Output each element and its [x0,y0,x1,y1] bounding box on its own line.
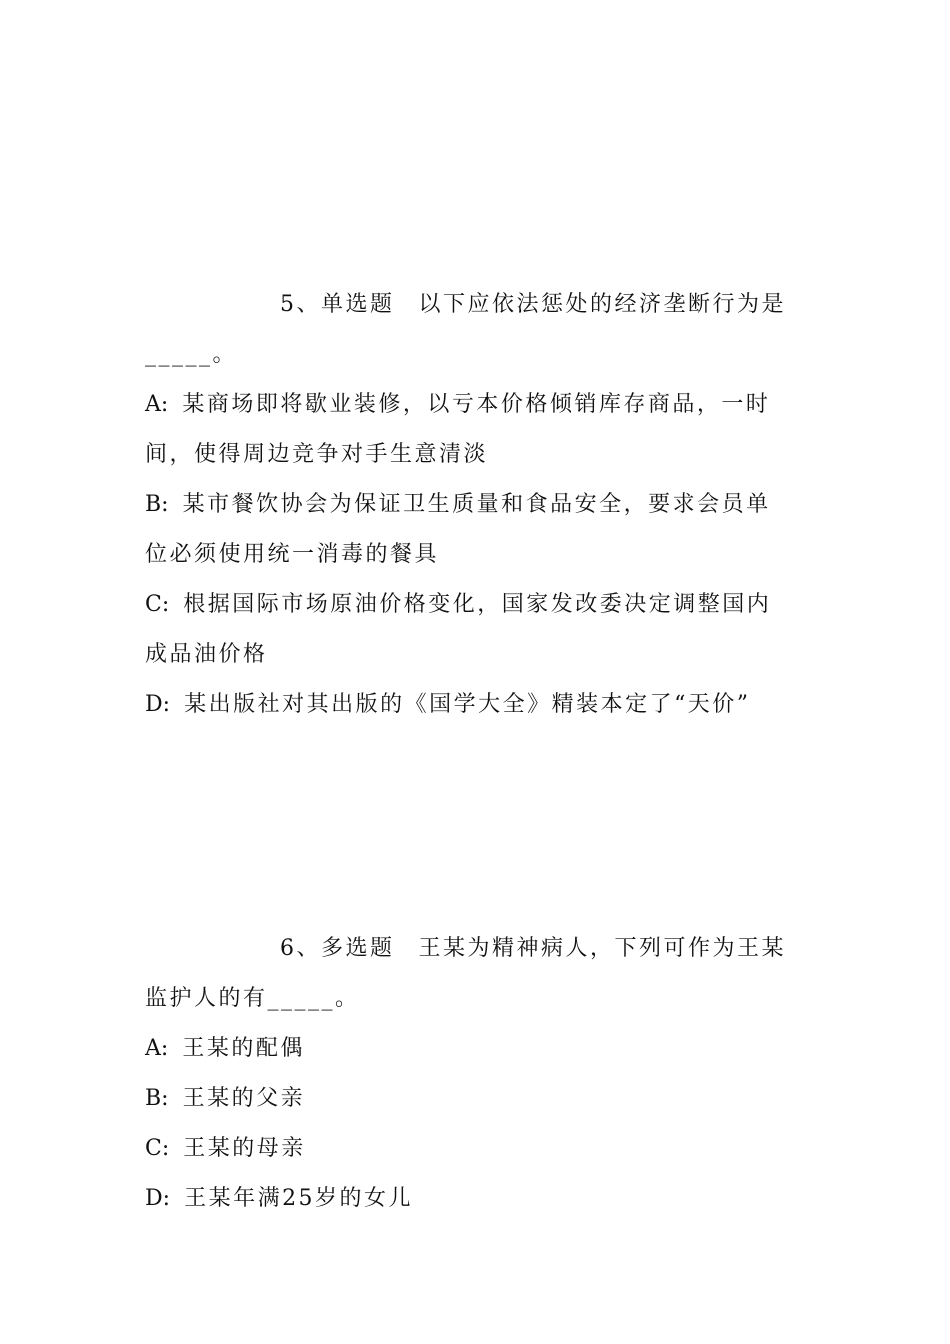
option-d [145,1174,807,1224]
question-number-type: 6、多选题 [280,936,395,961]
option-c [145,580,807,680]
option-label: A: [145,1036,169,1061]
question-6 [145,924,807,1224]
option-label: A: [145,392,169,417]
option-label: B: [145,492,169,517]
option-label: C: [145,592,170,617]
option-label: D: [145,692,171,717]
option-d [145,680,807,730]
question-5 [145,280,807,730]
option-text-continued: 位必须使用统一消毒的餐具 [145,542,440,567]
question-stem-line-2: 监护人的有_____。 [145,986,360,1011]
option-text: 王某的母亲 [183,1136,306,1161]
option-text: 王某的父亲 [182,1086,306,1111]
question-stem-text: 以下应依法惩处的经济垄断行为是 [418,292,787,317]
option-text: 某出版社对其出版的《国学大全》精装本定了“天价” [184,692,751,717]
option-b [145,480,807,580]
option-label: D: [145,1186,171,1211]
option-text: 王某的配偶 [182,1036,305,1061]
question-number-type: 5、单选题 [280,292,395,317]
option-a [145,1024,807,1074]
option-a [145,380,807,480]
option-text: 根据国际市场原油价格变化，国家发改委决定调整国内 [183,592,772,617]
question-stem-line-1 [145,280,807,330]
option-label: C: [145,1136,170,1161]
question-stem-line-1 [145,924,807,974]
option-text: 王某年满25岁的女儿 [184,1186,414,1211]
question-stem-line-2: _____。 [145,342,238,367]
option-c [145,1124,807,1174]
option-label: B: [145,1086,169,1111]
option-text: 某市餐饮协会为保证卫生质量和食品安全，要求会员单 [182,492,771,517]
option-text: 某商场即将歇业装修，以亏本价格倾销库存商品，一时 [182,392,771,417]
option-b [145,1074,807,1124]
option-text-continued: 间，使得周边竞争对手生意清淡 [145,442,489,467]
option-text-continued: 成品油价格 [145,642,268,667]
question-stem-text: 王某为精神病人，下列可作为王某 [418,936,787,961]
